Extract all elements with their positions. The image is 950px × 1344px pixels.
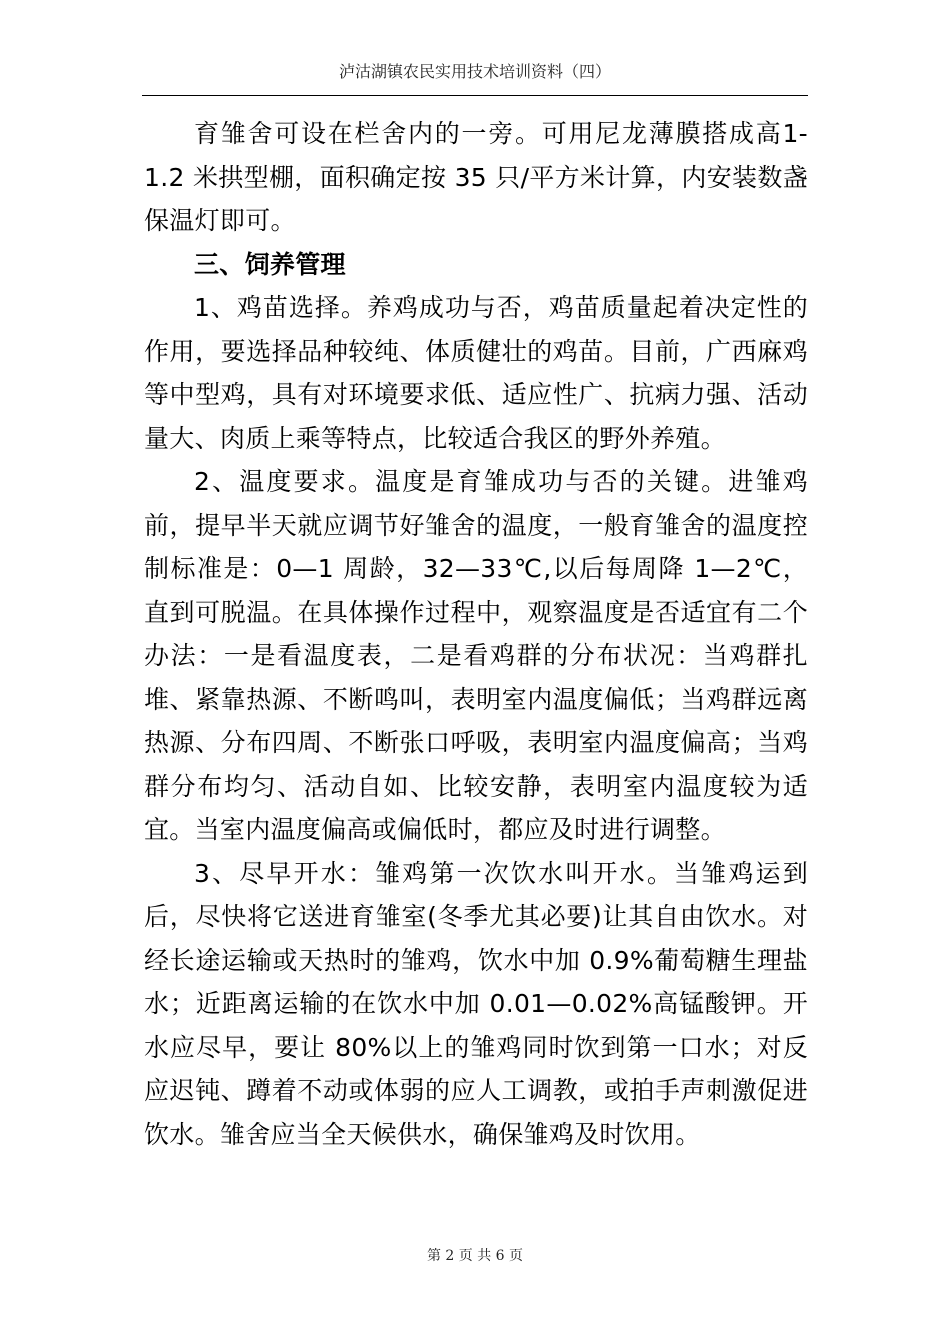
header-divider [142, 95, 808, 96]
paragraph-chick-selection: 1、鸡苗选择。养鸡成功与否，鸡苗质量起着决定性的作用，要选择品种较纯、体质健壮的鸡苗。目前，广西麻鸡等中型鸡，具有对环境要求低、适应性广、抗病力强、活动量大、肉质上乘等特点，比较适合我区的野外养殖。 [144, 293, 808, 453]
page-number: 第 2 页 共 6 页 [426, 1248, 524, 1264]
paragraph-brooding-shed: 育雏舍可设在栏舍内的一旁。可用尼龙薄膜搭成高1-1.2 米拱型棚，面积确定按 35 只/平方米计算，内安装数盏保温灯即可。 [144, 119, 808, 235]
page-header: 泸沽湖镇农民实用技术培训资料（四） [338, 62, 611, 81]
paragraph-early-watering: 3、尽早开水：雏鸡第一次饮水叫开水。当雏鸡运到后，尽快将它送进育雏室(冬季尤其必要)让其自由饮水。对经长途运输或天热时的雏鸡，饮水中加 0.9%葡萄糖生理盐水；近距离运输的在饮水中加 0.01—0.02%高锰酸钾。开水应尽早，要让 80%以上的雏鸡同时饮到第一口水；对反应迟钝、蹲着不动或体弱的应人工调教，或拍手声刺激促进饮水。雏舍应当全天候供水，确保雏鸡及时饮用。 [144, 858, 808, 1149]
document-body [144, 112, 808, 1156]
paragraph-temperature-requirements: 2、温度要求。温度是育雏成功与否的关键。进雏鸡前，提早半天就应调节好雏舍的温度，一般育雏舍的温度控制标准是：0—1 周龄，32—33℃,以后每周降 1—2℃，直到可脱温。在具体操作过程中，观察温度是否适宜有二个办法：一是看温度表，二是看鸡群的分布状况：当鸡群扎堆、紧靠热源、不断鸣叫，表明室内温度偏低；当鸡群远离热源、分布四周、不断张口呼吸，表明室内温度偏高；当鸡群分布均匀、活动自如、比较安静，表明室内温度较为适宜。当室内温度偏高或偏低时，都应及时进行调整。 [144, 467, 808, 844]
section-heading-feeding-management: 三、饲养管理 [194, 249, 346, 279]
